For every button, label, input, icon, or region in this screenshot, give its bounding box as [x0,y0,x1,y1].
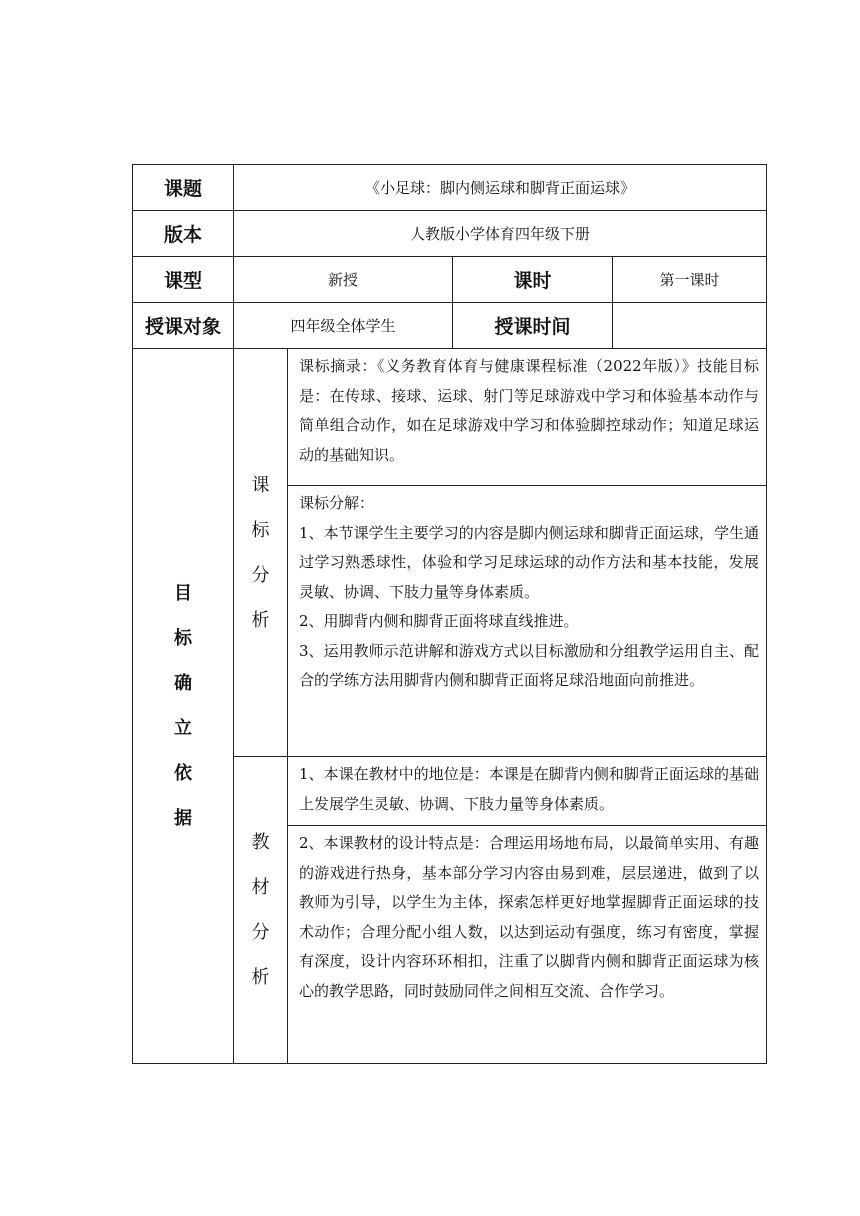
edition-value: 人教版小学体育四年级下册 [234,211,767,257]
textbook-design-cell [288,826,767,1064]
basis-label-char: 立 [174,718,192,739]
basis-label-char: 据 [174,808,192,829]
curriculum-excerpt-cell [288,349,767,486]
curriculum-excerpt: 课标摘录：《义务教育体育与健康课程标准（2022年版）》技能目标是：在传球、接球、运球、射门等足球游戏中学习和体验基本动作与简单组合动作，如在足球游戏中学习和体验脚控球动作；知道足球运动的基础知识。 [299,357,760,464]
curriculum-label-char: 析 [251,609,270,631]
basis-label-char: 确 [174,673,192,694]
type-value: 新授 [234,257,453,303]
type-row [133,257,767,303]
audience-row [133,303,767,349]
topic-row [133,165,767,211]
audience-label: 授课对象 [133,303,234,349]
period-value: 第一课时 [613,257,767,303]
basis-label [133,349,234,1064]
textbook-label-char: 析 [251,967,270,988]
textbook-label-char: 材 [251,877,270,898]
curriculum-label [234,349,288,757]
edition-label: 版本 [133,211,234,257]
textbook-design: 2、本课教材的设计特点是：合理运用场地布局，以最简单实用、有趣的游戏进行热身，基本部分学习内容由易到难，层层递进，做到了以教师为引导，以学生为主体，探索怎样更好地掌握脚背正面运球的技术动作；合理分配小组人数，以达到运动有强度，练习有密度，掌握有深度，设计内容环环相扣，注重了以脚背内侧和脚背正面运球为核心的教学思路，同时鼓励同伴之间相互交流、合作学习。 [299,834,760,1000]
period-label: 课时 [453,257,613,303]
curriculum-analysis-cell [288,486,767,757]
edition-row [133,211,767,257]
topic-value: 《小足球：脚内侧运球和脚背正面运球》 [234,165,767,211]
curriculum-analysis-item: 3、运用教师示范讲解和游戏方式以目标激励和分组教学运用自主、配合的学练方法用脚背内侧和脚背正面将足球沿地面向前推进。 [299,641,760,689]
textbook-position: 1、本课在教材中的地位是：本课是在脚背内侧和脚背正面运球的基础上发展学生灵敏、协调、下肢力量等身体素质。 [299,765,760,813]
textbook-label-char: 教 [251,832,270,853]
basis-label-char: 目 [174,583,192,604]
lesson-plan-table [132,164,767,1064]
curriculum-analysis-title: 课标分解： [299,494,375,512]
textbook-position-cell [288,757,767,826]
topic-label: 课题 [133,165,234,211]
curriculum-analysis-item: 1、本节课学生主要学习的内容是脚内侧运球和脚背正面运球，学生通过学习熟悉球性，体验和学习足球运球的动作方法和基本技能，发展灵敏、协调、下肢力量等身体素质。 [299,523,760,601]
curriculum-analysis-item: 2、用脚背内侧和脚背正面将球直线推进。 [299,612,579,630]
curriculum-label-char: 标 [251,519,270,541]
textbook-label-char: 分 [251,922,270,943]
curriculum-label-char: 课 [251,474,270,496]
curriculum-excerpt-row [133,349,767,486]
type-label: 课型 [133,257,234,303]
basis-label-char: 依 [174,763,192,784]
basis-label-char: 标 [174,628,192,649]
curriculum-label-char: 分 [251,564,270,586]
time-label: 授课时间 [453,303,613,349]
audience-value: 四年级全体学生 [234,303,453,349]
textbook-label [234,757,288,1064]
time-value [613,303,767,349]
